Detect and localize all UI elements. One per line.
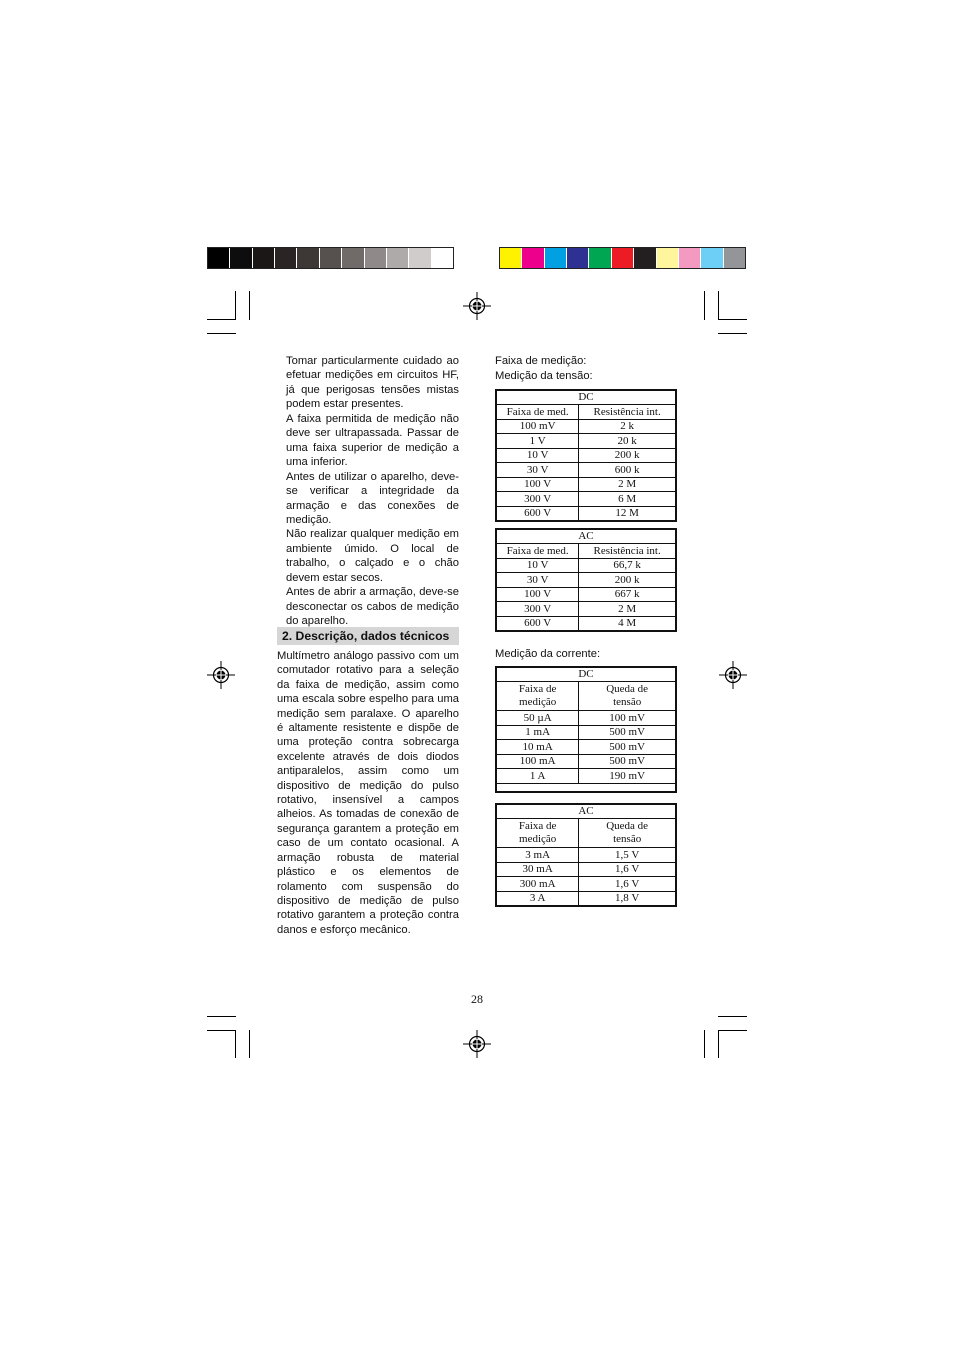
value-cell: 2 k <box>579 419 676 434</box>
crop-mark <box>249 1030 250 1058</box>
color-swatch <box>724 248 745 268</box>
table-row <box>496 769 676 784</box>
crop-mark <box>718 1016 747 1017</box>
registration-mark-icon <box>719 661 747 689</box>
table-row <box>496 573 676 588</box>
safety-paragraph: Antes de abrir a armação, deve-se desconectar os cabos de medição do aparelho. <box>286 586 459 628</box>
value-cell: 66,7 k <box>579 558 676 573</box>
table-title: AC <box>496 804 676 819</box>
value-cell: 100 mV <box>579 711 676 726</box>
value-cell: 190 mV <box>579 769 676 784</box>
grayscale-calibration-bar <box>207 247 454 269</box>
table-row <box>496 434 676 449</box>
color-swatch <box>409 248 431 268</box>
color-swatch <box>365 248 387 268</box>
section-title: 2. Descrição, dados técnicos <box>277 627 459 645</box>
table-title: DC <box>496 667 676 682</box>
column-header: Faixa de medição <box>496 819 579 848</box>
range-cell: 10 V <box>496 448 579 463</box>
color-swatch <box>612 248 634 268</box>
table-row <box>496 740 676 755</box>
color-calibration-bar <box>499 247 746 269</box>
table-title: DC <box>496 390 676 405</box>
registration-mark-icon <box>463 1030 491 1058</box>
table-row <box>496 506 676 521</box>
table-row <box>496 558 676 573</box>
value-cell: 12 M <box>579 506 676 521</box>
safety-paragraph: A faixa permitida de medição não deve ser ultrapassada. Passar de uma faixa superior de medição a uma inferior. <box>286 412 459 469</box>
range-cell: 3 mA <box>496 848 579 863</box>
color-swatch <box>634 248 656 268</box>
safety-paragraph: Antes de utilizar o aparelho, deve-se verificar a integridade da armação e das conexões de medição. <box>286 470 459 526</box>
value-cell: 2 M <box>579 602 676 617</box>
current-dc-table <box>495 666 677 793</box>
registration-mark-icon <box>463 292 491 320</box>
color-swatch <box>701 248 723 268</box>
value-cell: 500 mV <box>579 754 676 769</box>
range-cell: 100 mV <box>496 419 579 434</box>
range-cell: 10 mA <box>496 740 579 755</box>
color-swatch <box>208 248 230 268</box>
table-row <box>496 877 676 892</box>
column-header: Faixa de med. <box>496 544 579 559</box>
color-swatch <box>679 248 701 268</box>
value-cell: 1,5 V <box>579 848 676 863</box>
range-cell: 600 V <box>496 506 579 521</box>
table-row <box>496 848 676 863</box>
registration-mark-icon <box>207 661 235 689</box>
color-swatch <box>342 248 364 268</box>
crop-mark <box>704 1030 705 1058</box>
table-row <box>496 862 676 877</box>
crop-mark <box>718 333 747 334</box>
safety-paragraph: Tomar particularmente cuidado ao efetuar medições em circuitos HF, já que perigosas tensões mistas podem estar presentes. <box>286 355 459 411</box>
crop-mark <box>207 319 236 320</box>
crop-mark <box>718 291 719 320</box>
range-cell: 1 V <box>496 434 579 449</box>
spacer-cell <box>496 783 579 792</box>
color-swatch <box>230 248 252 268</box>
value-cell: 667 k <box>579 587 676 602</box>
crop-mark <box>207 1030 236 1031</box>
range-cell: 300 V <box>496 492 579 507</box>
table-row <box>496 725 676 740</box>
safety-paragraph: Não realizar qualquer medição em ambiente úmido. O local de trabalho, o calçado e o chão devem estar secos. <box>286 528 459 584</box>
range-cell: 600 V <box>496 616 579 631</box>
column-header: Faixa de med. <box>496 405 579 420</box>
color-swatch <box>522 248 544 268</box>
table-row <box>496 587 676 602</box>
column-header: Faixa de medição <box>496 682 579 711</box>
page-number: 28 <box>471 992 483 1006</box>
table-row <box>496 492 676 507</box>
color-swatch <box>545 248 567 268</box>
range-cell: 30 V <box>496 573 579 588</box>
table-title: AC <box>496 529 676 544</box>
range-cell: 10 V <box>496 558 579 573</box>
value-cell: 600 k <box>579 463 676 478</box>
crop-mark <box>704 291 705 320</box>
column-header: Queda de tensão <box>579 819 676 848</box>
table-row <box>496 463 676 478</box>
range-cell: 300 mA <box>496 877 579 892</box>
value-cell: 1,6 V <box>579 862 676 877</box>
value-cell: 1,8 V <box>579 891 676 906</box>
color-swatch <box>253 248 275 268</box>
description-paragraph: Multímetro análogo passivo com um comutador rotativo para a seleção da faixa de medição, assim como uma escala sobre espelho para uma medição sem paralaxe. O aparelho é altamente resistente e dispõe de uma proteção contra sobrecarga excelente através de dois diodos antiparalelos, assim como um dispositivo de medição do pulso rotativo, insensível a campos alheios. As tomadas de conexão de segurança garantem a proteção em caso de um contato ocasional. A armação robusta de material plástico e os elementos de rolamento com suspensão do dispositivo de medição de pulso rotativo garantem a proteção contra danos e esforço mecânico. <box>277 650 459 936</box>
range-cell: 100 mA <box>496 754 579 769</box>
color-swatch <box>387 248 409 268</box>
crop-mark <box>249 291 250 320</box>
crop-mark <box>207 1016 236 1017</box>
safety-notes <box>286 354 459 629</box>
table-row <box>496 891 676 906</box>
crop-mark <box>235 291 236 320</box>
current-ac-table <box>495 803 677 907</box>
value-cell: 500 mV <box>579 725 676 740</box>
range-cell: 300 V <box>496 602 579 617</box>
value-cell: 6 M <box>579 492 676 507</box>
value-cell: 200 k <box>579 448 676 463</box>
spacer-cell <box>579 783 676 792</box>
table-row <box>496 602 676 617</box>
table-row <box>496 616 676 631</box>
color-swatch <box>320 248 342 268</box>
value-cell: 1,6 V <box>579 877 676 892</box>
crop-mark <box>718 1030 747 1031</box>
range-cell: 30 mA <box>496 862 579 877</box>
value-cell: 4 M <box>579 616 676 631</box>
value-cell: 2 M <box>579 477 676 492</box>
color-swatch <box>297 248 319 268</box>
range-label: Faixa de medição: <box>495 355 587 367</box>
value-cell: 200 k <box>579 573 676 588</box>
description-text <box>277 649 459 937</box>
range-cell: 1 A <box>496 769 579 784</box>
crop-mark <box>207 333 236 334</box>
range-cell: 100 V <box>496 477 579 492</box>
table-row <box>496 419 676 434</box>
color-swatch <box>589 248 611 268</box>
voltage-ac-table <box>495 528 677 632</box>
color-swatch <box>657 248 679 268</box>
voltage-dc-table <box>495 389 677 522</box>
color-swatch <box>432 248 453 268</box>
crop-mark <box>235 1030 236 1058</box>
color-swatch <box>500 248 522 268</box>
table-row <box>496 754 676 769</box>
range-cell: 50 µA <box>496 711 579 726</box>
value-cell: 20 k <box>579 434 676 449</box>
table-row <box>496 448 676 463</box>
column-header: Resistência int. <box>579 405 676 420</box>
crop-mark <box>718 319 747 320</box>
crop-mark <box>718 1030 719 1058</box>
column-header: Resistência int. <box>579 544 676 559</box>
range-cell: 1 mA <box>496 725 579 740</box>
column-header: Queda de tensão <box>579 682 676 711</box>
color-swatch <box>275 248 297 268</box>
range-cell: 100 V <box>496 587 579 602</box>
value-cell: 500 mV <box>579 740 676 755</box>
table-row <box>496 711 676 726</box>
current-label: Medição da corrente: <box>495 648 601 660</box>
voltage-label: Medição da tensão: <box>495 370 593 382</box>
range-cell: 3 A <box>496 891 579 906</box>
range-cell: 30 V <box>496 463 579 478</box>
table-row <box>496 477 676 492</box>
color-swatch <box>567 248 589 268</box>
